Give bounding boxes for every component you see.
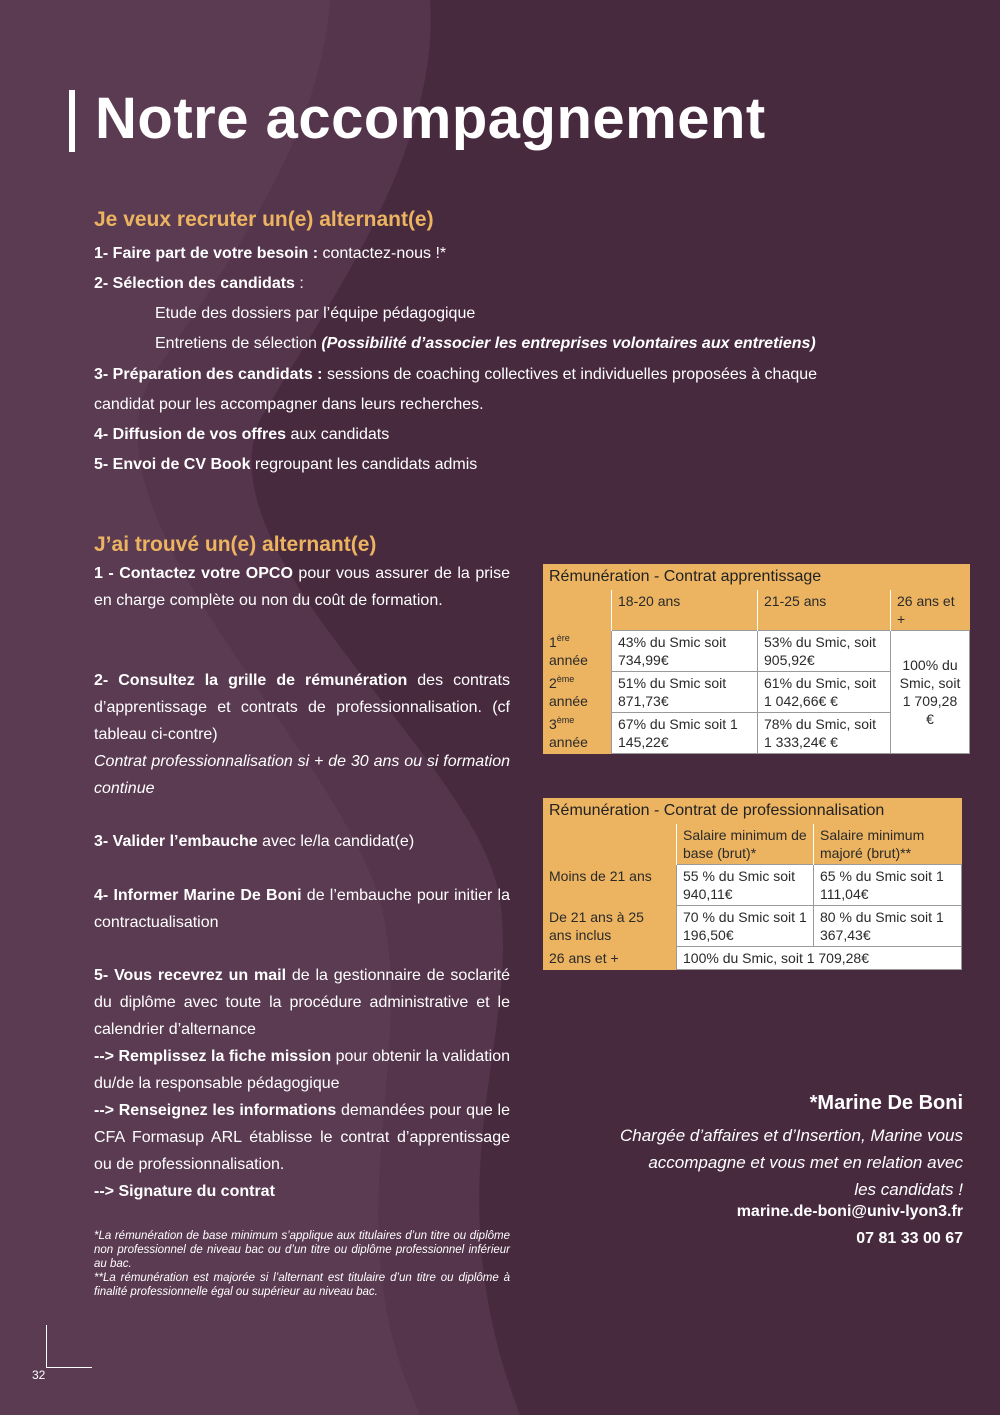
professionnalisation-table: [543, 798, 962, 970]
apprentissage-cell: 53% du Smic, soit 905,92€: [758, 631, 891, 672]
page-corner-line: [46, 1367, 92, 1368]
page-number: 32: [32, 1368, 46, 1382]
professionnalisation-header-majore: Salaire minimum majoré (brut)**: [814, 824, 962, 865]
professionnalisation-row-label: Moins de 21 ans: [543, 865, 677, 906]
apprentissage-cell: 43% du Smic soit 734,99€: [612, 631, 758, 672]
recruit-step-5: 5- Envoi de CV Book regroupant les candidats admis: [94, 456, 478, 473]
professionnalisation-caption: Rémunération - Contrat de professionnalisation: [543, 798, 962, 824]
professionnalisation-header-base: Salaire minimum de base (brut)*: [677, 824, 814, 865]
professionnalisation-cell: 100% du Smic, soit 1 709,28€: [677, 947, 962, 970]
contact-phone[interactable]: 07 81 33 00 67: [856, 1230, 963, 1247]
professionnalisation-cell: 55 % du Smic soit 940,11€: [677, 865, 814, 906]
apprentissage-cell: 67% du Smic soit 1 145,22€: [612, 713, 758, 754]
apprentissage-header-26: 26 ans et +: [891, 590, 970, 631]
title-bar-accent: [69, 90, 75, 152]
apprentissage-header-21-25: 21-25 ans: [758, 590, 891, 631]
recruit-step-3: 3- Préparation des candidats : sessions de coaching collectives et individuelles proposées à chaque: [94, 366, 818, 383]
apprentissage-cell: 61% du Smic, soit 1 042,66€ €: [758, 672, 891, 713]
apprentissage-caption: Rémunération - Contrat apprentissage: [543, 564, 970, 590]
professionnalisation-row-label: 26 ans et +: [543, 947, 677, 970]
recruit-step-1: 1- Faire part de votre besoin : contactez-nous !*: [94, 245, 447, 262]
found-heading: J’ai trouvé un(e) alternant(e): [94, 533, 377, 556]
page-corner-line: [46, 1325, 47, 1367]
contact-email[interactable]: marine.de-boni@univ-lyon3.fr: [736, 1203, 963, 1220]
found-step-2: 2- Consultez la grille de rémunération des contrats d’apprentissage et contrats de professionnalisation. (cf tableau ci-contre) Contrat professionnalisation si + de 30 ans ou si formation continue: [94, 672, 510, 797]
page-title: Notre accompagnement: [95, 86, 766, 151]
apprentissage-cell: 51% du Smic soit 871,73€: [612, 672, 758, 713]
recruit-step-2-sub-1: Etude des dossiers par l’équipe pédagogique: [155, 305, 476, 322]
apprentissage-merged-cell: 100% du Smic, soit 1 709,28 €: [891, 631, 970, 754]
found-step-4: 4- Informer Marine De Boni de l’embauche pour initier la contractualisation: [94, 887, 511, 931]
professionnalisation-row-label: De 21 ans à 25 ans inclus: [543, 906, 677, 947]
apprentissage-header-18-20: 18-20 ans: [612, 590, 758, 631]
professionnalisation-cell: 65 % du Smic soit 1 111,04€: [814, 865, 962, 906]
recruit-heading: Je veux recruter un(e) alternant(e): [94, 208, 434, 231]
apprentissage-row-label: 3ème année: [543, 713, 612, 754]
apprentissage-table: [543, 564, 970, 754]
apprentissage-row-label: 2ème année: [543, 672, 612, 713]
contact-description: Chargée d’affaires et d’Insertion, Marine vous accompagne et vous met en relation avec les candidats !: [619, 1126, 963, 1199]
recruit-step-3-cont: candidat pour les accompagner dans leurs recherches.: [94, 396, 484, 413]
professionnalisation-cell: 80 % du Smic soit 1 367,43€: [814, 906, 962, 947]
apprentissage-cell: 78% du Smic, soit 1 333,24€ €: [758, 713, 891, 754]
found-step-1: 1 - Contactez votre OPCO pour vous assurer de la prise en charge complète ou non du coût de formation.: [94, 565, 511, 609]
footnotes: *La rémunération de base minimum s’applique aux titulaires d’un titre ou diplôme non professionnel de niveau bac ou d’un titre ou diplôme professionnel inférieur au bac. **La rémunération est majorée si l’alternant est titulaire d’un titre ou diplôme à finalité professionnelle égal ou supérieur au niveau bac.: [94, 1230, 510, 1298]
found-step-5: 5- Vous recevrez un mail de la gestionnaire de soclarité du diplôme avec toute la procédure administrative et le calendrier d’alternance --> Remplissez la fiche mission pour obtenir la validation du/de la responsable pédagogique --> Renseignez les informations demandées pour que le CFA Formasup ARL établisse le contrat d’apprentissage ou de professionnalisation. --> Signature du contrat: [94, 967, 511, 1200]
apprentissage-row-label: 1ère année: [543, 631, 612, 672]
professionnalisation-cell: 70 % du Smic soit 1 196,50€: [677, 906, 814, 947]
found-step-3: 3- Valider l’embauche avec le/la candidat(e): [94, 833, 415, 850]
contact-name: *Marine De Boni: [809, 1092, 963, 1114]
recruit-step-2: 2- Sélection des candidats :: [94, 275, 304, 292]
recruit-step-4: 4- Diffusion de vos offres aux candidats: [94, 426, 390, 443]
recruit-step-2-sub-2: Entretiens de sélection (Possibilité d’associer les entreprises volontaires aux entretiens): [155, 335, 816, 352]
